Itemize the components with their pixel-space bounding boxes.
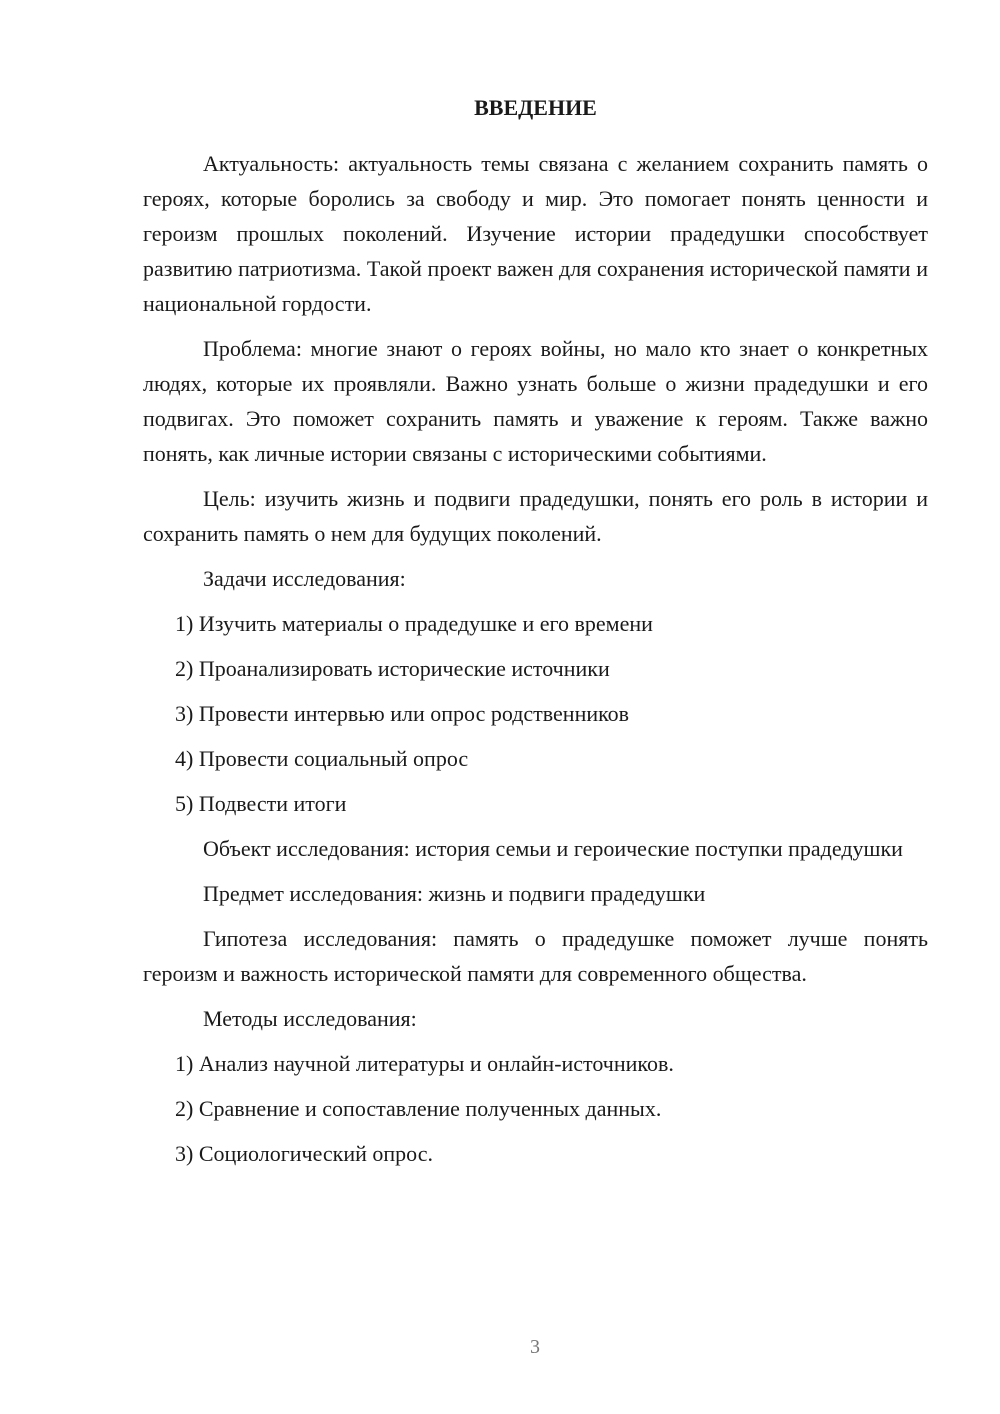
page-title: ВВЕДЕНИЕ [474, 95, 597, 120]
methods-list [143, 1046, 928, 1171]
methods-heading: Методы исследования: [203, 1006, 417, 1031]
task-item: 5) Подвести итоги [175, 791, 347, 816]
goal-paragraph: Цель: изучить жизнь и подвиги прадедушки, понять его роль в истории и сохранить память о нем для будущих поколений. [143, 486, 928, 546]
tasks-list [143, 606, 928, 821]
subject-paragraph: Предмет исследования: жизнь и подвиги прадедушки [203, 881, 706, 906]
task-item: 1) Изучить материалы о прадедушке и его времени [175, 611, 653, 636]
task-item: 4) Провести социальный опрос [175, 746, 469, 771]
method-item: 3) Социологический опрос. [175, 1141, 433, 1166]
problem-paragraph: Проблема: многие знают о героях войны, но мало кто знает о конкретных людях, которые их проявляли. Важно узнать больше о жизни прадедушки и его подвигах. Это поможет сохранить память и уважение к героям. Также важно понять, как личные истории связаны с историческими событиями. [143, 336, 928, 466]
document-page [143, 92, 928, 1181]
object-paragraph: Объект исследования: история семьи и героические поступки прадедушки [203, 836, 903, 861]
hypothesis-paragraph: Гипотеза исследования: память о прадедушке поможет лучше понять героизм и важность исторической памяти для современного общества. [143, 926, 928, 986]
tasks-heading: Задачи исследования: [203, 566, 406, 591]
page-number: 3 [530, 1336, 540, 1358]
task-item: 3) Провести интервью или опрос родственников [175, 701, 630, 726]
task-item: 2) Проанализировать исторические источники [175, 656, 610, 681]
relevance-paragraph: Актуальность: актуальность темы связана с желанием сохранить память о героях, которые боролись за свободу и мир. Это помогает понять ценности и героизм прошлых поколений. Изучение истории прадедушки способствует развитию патриотизма. Такой проект важен для сохранения исторической памяти и национальной гордости. [143, 151, 928, 316]
method-item: 2) Сравнение и сопоставление полученных данных. [175, 1096, 662, 1121]
method-item: 1) Анализ научной литературы и онлайн-источников. [175, 1051, 674, 1076]
